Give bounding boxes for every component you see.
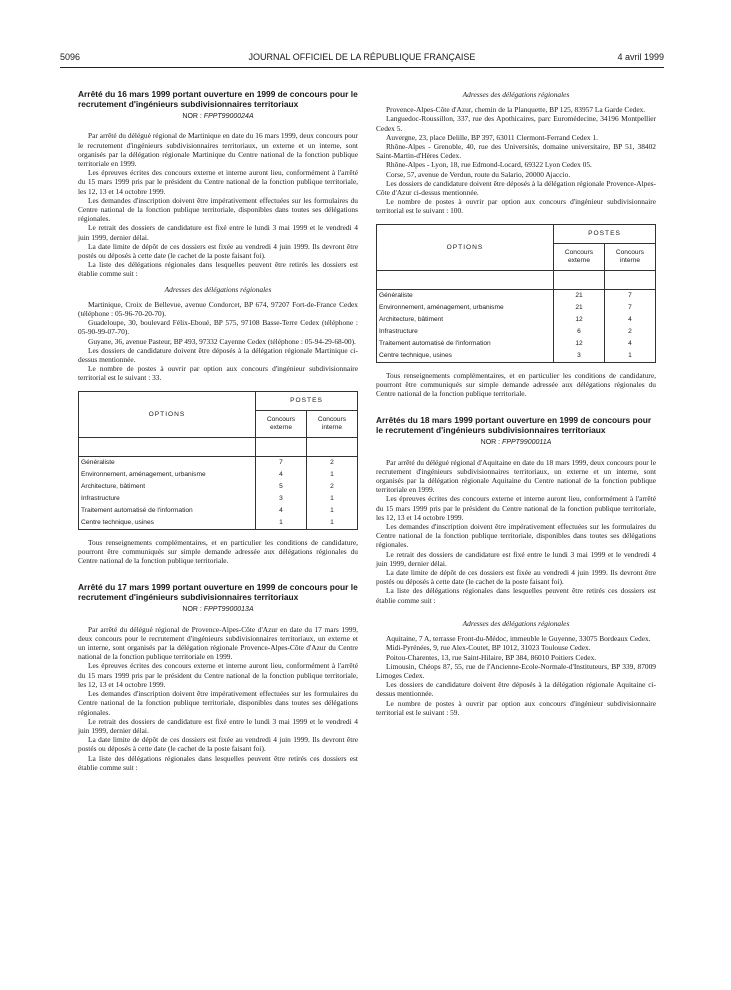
table-row: Traitement automatisé de l'information 4 1 (79, 505, 358, 517)
paragraph: Les épreuves écrites des concours externe et interne auront lieu, conformément à l'arrêté du 15 mars 1999 pris par le président du Centre national de la fonction publique territoriale, les 12, 13 et 14 octobre 1999. (78, 168, 358, 196)
paragraph: Par arrêté du délégué régional de Martinique en date du 16 mars 1999, deux concours pour le recrutement d'ingénieurs subdivisionnaires territoriaux, un externe et un interne, sont organisés par la délégation régionale Martinique du Centre national de la fonction publique territoriale en 1999. (78, 131, 358, 168)
table-row: Infrastructure 3 1 (79, 493, 358, 505)
paragraph: La date limite de dépôt de ces dossiers est fixée au vendredi 4 juin 1999. Ils devront être postés ou déposés à cette date (le cachet de la poste faisant foi). (78, 241, 358, 261)
address: Languedoc-Roussillon, 337, rue des Apothicaires, parc Euromédecine, 34196 Montpellier Cedex 5. (376, 114, 656, 133)
left-column (78, 90, 358, 772)
paragraph: La liste des délégations régionales dans lesquelles peuvent être retirés ces dossiers est établie comme suit : (376, 586, 656, 605)
options-header: OPTIONS (79, 391, 256, 437)
arrete2-title: Arrêté du 17 mars 1999 portant ouverture en 1999 de concours pour le recrutement d'ingénieurs subdivisionnaires territoriaux (78, 582, 358, 602)
table-row: Traitement automatisé de l'information 12 4 (377, 338, 656, 350)
paragraph: Tous renseignements complémentaires, et en particulier les conditions de candidature, pourront être communiqués sur simple demande adressée aux délégations régionales du Centre national de la fonction publique territoriale. (78, 537, 358, 566)
header-rule (60, 67, 664, 68)
addresses-heading: Adresses des délégations régionales (462, 618, 570, 628)
table-row: Généraliste 7 2 (79, 456, 358, 469)
address: Rhône-Alpes - Lyon, 18, rue Edmond-Locard, 69322 Lyon Cedex 05. (386, 160, 592, 170)
paragraph: Les épreuves écrites des concours externe et interne auront lieu, conformément à l'arrêté du 15 mars 1999 pris par le président du Centre national de la fonction publique territoriale, les 12, 13 et 14 octobre 1999. (376, 494, 656, 522)
col-interne-header: Concours interne (605, 243, 656, 270)
paragraph: Tous renseignements complémentaires, et en particulier les conditions de candidature, pourront être communiqués sur simple demande adressée aux délégations régionales du Centre national de la fonction publique territoriale. (376, 370, 656, 399)
arrete3-title: Arrêtés du 18 mars 1999 portant ouverture en 1999 de concours pour le recrutement d'ingénieurs subdivisionnaires territoriaux (376, 415, 652, 435)
paragraph: Le retrait des dossiers de candidature est fixé entre le lundi 3 mai 1999 et le vendredi 4 juin 1999, dernier délai. (376, 549, 656, 568)
address: Provence-Alpes-Côte d'Azur, chemin de la Planquette, BP 125, 83957 La Garde Cedex. (386, 105, 646, 115)
paragraph: Le nombre de postes à ouvrir par option aux concours d'ingénieur subdivisionnaire territorial est le suivant : 33. (78, 364, 358, 383)
arrete2-nor: NOR : FPPT9900013A (182, 606, 254, 614)
arrete1-nor: NOR : FPPT9900024A (182, 113, 254, 121)
arrete1-title: Arrêté du 16 mars 1999 portant ouverture en 1999 de concours pour le recrutement d'ingénieurs subdivisionnaires territoriaux (78, 89, 358, 109)
paragraph: Les dossiers de candidature doivent être déposés à la délégation régionale Provence-Alpes-Côte d'Azur ci-dessus mentionnée. (376, 178, 656, 198)
paragraph: Le nombre de postes à ouvrir par option aux concours d'ingénieur subdivisionnaire territorial est le suivant : 59. (376, 698, 656, 717)
paragraph: Les épreuves écrites des concours externe et interne auront lieu, conformément à l'arrêté du 15 mars 1999 pris par le président du Centre national de la fonction publique territoriale, les 12, 13 et 14 octobre 1999. (78, 661, 358, 689)
postes-table-1 (78, 391, 358, 530)
address: Guyane, 36, avenue Pasteur, BP 493, 97332 Cayenne Cedex (téléphone : 05-94-29-68-00). (88, 336, 356, 346)
paragraph: Les demandes d'inscription doivent être impérativement effectuées sur les formulaires du Centre national de la fonction publique territoriale, disponibles dans toutes ses délégations régionales. (78, 689, 358, 717)
address: Midi-Pyrénées, 9, rue Alex-Coutet, BP 1012, 31023 Toulouse Cedex. (386, 643, 591, 653)
paragraph: Le retrait des dossiers de candidature est fixé entre le lundi 3 mai 1999 et le vendredi 4 juin 1999, dernier délai. (78, 716, 358, 735)
paragraph: Le retrait des dossiers de candidature est fixé entre le lundi 3 mai 1999 et le vendredi 4 juin 1999, dernier délai. (78, 223, 358, 242)
addresses-heading: Adresses des délégations régionales (164, 284, 272, 294)
table-row: Centre technique, usines 3 1 (377, 350, 656, 363)
options-header: OPTIONS (377, 224, 554, 270)
table-row: Environnement, aménagement, urbanisme 21 7 (377, 302, 656, 314)
right-column (376, 90, 656, 717)
address: Martinique, Croix de Bellevue, avenue Condorcet, BP 674, 97207 Fort-de-France Cedex (téléphone : 05-96-70-20-70). (78, 299, 358, 319)
paragraph: Les demandes d'inscription doivent être impérativement effectuées sur les formulaires du Centre national de la fonction publique territoriale, disponibles dans toutes ses délégations régionales. (78, 195, 358, 224)
col-externe-header: Concours externe (256, 410, 307, 437)
issue-date: 4 avril 1999 (617, 52, 664, 62)
table-spacer (377, 270, 656, 289)
address: Poitou-Charentes, 13, rue Saint-Hilaire, BP 384, 86010 Poitiers Cedex. (386, 652, 597, 662)
table-row: Architecture, bâtiment 12 4 (377, 314, 656, 326)
address: Aquitaine, 7 A, terrasse Front-du-Médoc, immeuble le Guyenne, 33075 Bordeaux Cedex. (386, 634, 651, 644)
postes-table-2 (376, 224, 656, 363)
paragraph: La liste des délégations régionales dans lesquelles peuvent être retirés les dossiers est établie comme suit : (78, 260, 358, 279)
table-row: Infrastructure 6 2 (377, 326, 656, 338)
table-row: Environnement, aménagement, urbanisme 4 1 (79, 469, 358, 481)
table-row: Centre technique, usines 1 1 (79, 517, 358, 530)
address: Limousin, Chéops 87, 55, rue de l'Ancienne-Ecole-Normale-d'Instituteurs, BP 339, 87009 Limoges Cedex. (376, 661, 656, 680)
paragraph: Par arrêté du délégué régional d'Aquitaine en date du 18 mars 1999, deux concours pour le recrutement d'ingénieurs subdivisionnaires territoriaux, un externe et un interne, sont organisés par la délégation régionale Aquitaine du Centre national de la fonction publique territoriale en 1999. (376, 457, 656, 495)
col-interne-header: Concours interne (307, 410, 358, 437)
postes-header: POSTES (554, 224, 656, 243)
paragraph: La date limite de dépôt de ces dossiers est fixée au vendredi 4 juin 1999. Ils devront être postés ou déposés à cette date (le cachet de la poste faisant foi). (78, 735, 358, 754)
paragraph: Par arrêté du délégué régional de Provence-Alpes-Côte d'Azur en date du 17 mars 1999, deux concours pour le recrutement d'ingénieurs subdivisionnaires territoriaux, un externe et un interne, sont organisés par la délégation régionale Provence-Alpes-Côte d'Azur du Centre national de la fonction publique territoriale en 1999. (78, 624, 358, 662)
table-row: Généraliste 21 7 (377, 289, 656, 302)
address: Rhône-Alpes - Grenoble, 40, rue des Universités, domaine universitaire, BP 51, 38402 Saint-Martin-d'Hères Cedex. (376, 142, 656, 161)
address: Guadeloupe, 30, boulevard Félix-Eboué, BP 575, 97108 Basse-Terre Cedex (téléphone : 05-90-99-07-70). (78, 318, 358, 337)
table-row: Architecture, bâtiment 5 2 (79, 481, 358, 493)
paragraph: Les dossiers de candidature doivent être déposés à la délégation régionale Martinique ci-dessus mentionnée. (78, 345, 358, 365)
paragraph: La date limite de dépôt de ces dossiers est fixée au vendredi 4 juin 1999. Ils devront être postés ou déposés à cette date (le cachet de la poste faisant foi). (376, 568, 656, 587)
page-header (60, 52, 664, 68)
paragraph: Les demandes d'inscription doivent être impérativement effectuées sur les formulaires du Centre national de la fonction publique territoriale, disponibles dans toutes ses délégations régionales. (376, 522, 656, 550)
arrete3-nor: NOR : FPPT9900011A (480, 439, 552, 447)
postes-header: POSTES (256, 391, 358, 410)
paragraph: Les dossiers de candidature doivent être déposés à la délégation régionale Aquitaine ci-dessus mentionnée. (376, 680, 656, 699)
paragraph: Le nombre de postes à ouvrir par option aux concours d'ingénieur subdivisionnaire territorial est le suivant : 100. (376, 197, 656, 216)
journal-title: JOURNAL OFFICIEL DE LA RÉPUBLIQUE FRANÇAISE (248, 52, 476, 62)
addresses-heading: Adresses des délégations régionales (462, 90, 570, 99)
col-externe-header: Concours externe (554, 243, 605, 270)
page-number: 5096 (60, 52, 81, 62)
address: Corse, 57, avenue de Verdun, route du Salario, 20000 Ajaccio. (386, 169, 571, 179)
address: Auvergne, 23, place Delille, BP 397, 63011 Clermont-Ferrand Cedex 1. (386, 132, 598, 142)
table-spacer (79, 437, 358, 456)
paragraph: La liste des délégations régionales dans lesquelles peuvent être retirés ces dossiers est établie comme suit : (78, 753, 358, 772)
